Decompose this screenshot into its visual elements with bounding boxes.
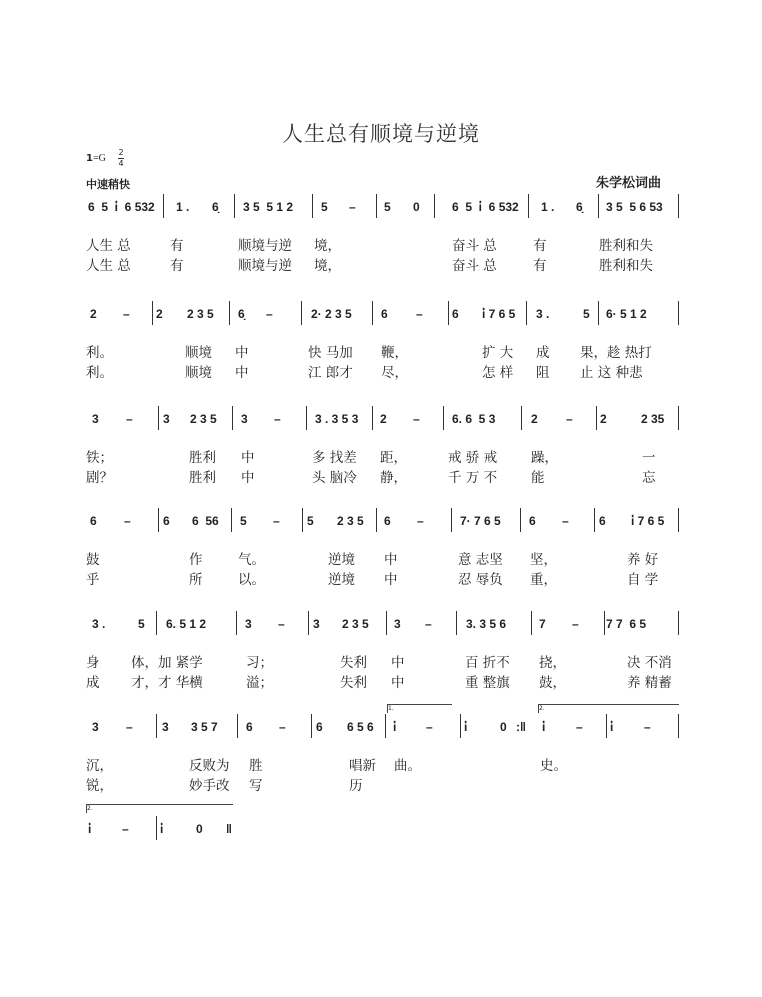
lyric-syllable: 有 <box>533 258 547 274</box>
key-number: 1 <box>86 153 93 164</box>
notes-row <box>86 820 680 840</box>
lyrics-verse-2 <box>86 568 680 586</box>
note-group: 3 5 5 1 2 <box>243 200 294 214</box>
lyric-syllable: 乎 <box>86 572 100 588</box>
barline <box>678 611 679 635</box>
lyric-syllable: 体，加 紧学 <box>131 655 203 671</box>
lyric-syllable: 妙手改 <box>189 778 230 794</box>
lyric-syllable: 胜利 <box>189 470 216 486</box>
lyric-syllable: 铁； <box>86 450 113 466</box>
barline <box>678 194 679 218</box>
lyric-syllable: 鼓， <box>539 675 566 691</box>
note-group: 5 <box>138 617 145 631</box>
lyric-syllable: 史。 <box>540 758 567 774</box>
barline <box>598 301 599 325</box>
lyric-syllable: 顺境与逆 <box>238 238 292 254</box>
note-group: 3. 3 5 6 <box>466 617 507 631</box>
lyric-syllable: 戒 骄 戒 <box>448 450 498 466</box>
note-group: 3 . 3 5 3 <box>315 412 359 426</box>
lyric-syllable: 中 <box>391 655 405 671</box>
note-group: 6 5 i̇ 6 532 <box>88 200 155 214</box>
barline <box>521 406 522 430</box>
note-group: 5 <box>307 514 314 528</box>
lyric-syllable: 历 <box>349 778 363 794</box>
lyrics-verse-1 <box>86 234 680 252</box>
lyrics-verse-1 <box>86 651 680 669</box>
lyric-syllable: 止 这 种悲 <box>580 365 643 381</box>
barline <box>234 194 235 218</box>
lyric-syllable: 养 好 <box>627 552 659 568</box>
barline <box>372 301 373 325</box>
lyric-syllable: 快 马加 <box>308 345 353 361</box>
note-group: 3 <box>241 412 248 426</box>
lyric-syllable: 利。 <box>86 345 113 361</box>
note-group: 5 <box>321 200 328 214</box>
lyric-syllable: 躁， <box>531 450 558 466</box>
lyric-syllable: 扩 大 <box>482 345 514 361</box>
note-group: – <box>576 720 583 734</box>
lyric-syllable: 忍 辱负 <box>458 572 503 588</box>
note-group: 2 <box>380 412 387 426</box>
lyric-syllable: 能 <box>531 470 545 486</box>
note-group: 3 <box>92 412 99 426</box>
barline <box>385 714 386 738</box>
lyric-syllable: 人生 总 <box>86 258 131 274</box>
lyric-syllable: 失利 <box>340 655 367 671</box>
note-group: i̇ 7 6 5 <box>631 514 665 528</box>
note-group: 6 56 <box>192 514 219 528</box>
lyric-syllable: 多 找差 <box>312 450 357 466</box>
lyric-syllable: 胜利和失 <box>599 258 653 274</box>
note-group: – <box>126 412 133 426</box>
note-group: 2 3 5 <box>187 307 214 321</box>
lyric-syllable: 头 脑冷 <box>312 470 357 486</box>
lyric-syllable: 重 整旗 <box>465 675 510 691</box>
barline <box>237 714 238 738</box>
key-signature <box>86 153 106 164</box>
note-group: – <box>413 412 420 426</box>
lyrics-verse-2 <box>86 774 680 792</box>
lyric-syllable: 挠， <box>539 655 566 671</box>
note-group: – <box>566 412 573 426</box>
lyric-syllable: 重， <box>530 572 557 588</box>
lyric-syllable: 中 <box>391 675 405 691</box>
barline <box>163 194 164 218</box>
lyric-syllable: 坚， <box>530 552 557 568</box>
note-group: 6. 6 5 3 <box>452 412 496 426</box>
note-group: 7· 7 6 5 <box>460 514 501 528</box>
barline <box>308 611 309 635</box>
note-group: 0 <box>413 200 420 214</box>
note-group: – <box>349 200 356 214</box>
lyrics-verse-1 <box>86 446 680 464</box>
lyric-syllable: 奋斗 总 <box>452 258 497 274</box>
note-group: 3 <box>162 720 169 734</box>
lyric-syllable: 境， <box>314 258 341 274</box>
barline <box>372 406 373 430</box>
barline <box>598 194 599 218</box>
lyric-syllable: 锐， <box>86 778 113 794</box>
lyric-syllable: 中 <box>235 345 249 361</box>
barline <box>678 301 679 325</box>
notes-row <box>86 615 680 635</box>
notes-row <box>86 198 680 218</box>
lyric-syllable: 养 精蓄 <box>627 675 672 691</box>
note-group: 6 <box>316 720 323 734</box>
note-group: 5 <box>240 514 247 528</box>
note-group: 3 5 5 6 53 <box>606 200 663 214</box>
meter-bottom: 4 <box>118 159 124 168</box>
note-group: – <box>274 412 281 426</box>
lyric-syllable: 胜利 <box>189 450 216 466</box>
barline <box>531 611 532 635</box>
barline <box>528 194 529 218</box>
barline <box>386 611 387 635</box>
note-group: 2 <box>156 307 163 321</box>
note-group: 5 <box>583 307 590 321</box>
time-signature <box>117 148 125 169</box>
barline <box>596 406 597 430</box>
lyric-syllable: 忘 <box>642 470 656 486</box>
note-group: – <box>417 514 424 528</box>
note-group: 2 <box>600 412 607 426</box>
lyric-syllable: 顺境与逆 <box>238 258 292 274</box>
barline <box>604 611 605 635</box>
note-group: :‖ <box>516 720 526 734</box>
lyric-syllable: 尽， <box>381 365 408 381</box>
note-group: 3 <box>313 617 320 631</box>
note-group: 2 3 5 <box>337 514 364 528</box>
lyric-syllable: 逆境 <box>328 552 355 568</box>
note-group: 0 <box>500 720 507 734</box>
lyric-syllable: 距， <box>380 450 407 466</box>
barline <box>306 406 307 430</box>
lyric-syllable: 利。 <box>86 365 113 381</box>
lyric-syllable: 境， <box>314 238 341 254</box>
lyric-syllable: 失利 <box>340 675 367 691</box>
lyric-syllable: 果，趁 热打 <box>580 345 652 361</box>
barline <box>448 301 449 325</box>
barline <box>451 508 452 532</box>
note-group: – <box>562 514 569 528</box>
note-group: – <box>273 514 280 528</box>
note-group: 7 <box>539 617 546 631</box>
note-group: 3 . <box>536 307 550 321</box>
lyrics-verse-1 <box>86 548 680 566</box>
note-group: – <box>266 307 273 321</box>
barline <box>232 406 233 430</box>
barline <box>460 714 461 738</box>
note-group: 7 7 6 5 <box>606 617 647 631</box>
barline <box>678 508 679 532</box>
meter-top: 2 <box>118 148 124 157</box>
note-group: 1 . <box>541 200 555 214</box>
note-group: – <box>123 307 130 321</box>
lyric-syllable: 江 郎才 <box>308 365 353 381</box>
tempo-marking: 中速稍快 <box>86 178 130 191</box>
lyrics-verse-1 <box>86 341 680 359</box>
barline <box>152 301 153 325</box>
lyric-syllable: 千 万 不 <box>448 470 498 486</box>
note-group: 6 5 i̇ 6 532 <box>452 200 519 214</box>
note-group: 3 <box>163 412 170 426</box>
barline <box>678 406 679 430</box>
note-group: 3 5 7 <box>191 720 218 734</box>
lyric-syllable: 中 <box>384 572 398 588</box>
key-letter: =G <box>92 153 106 164</box>
lyric-syllable: 习； <box>246 655 273 671</box>
barline <box>231 508 232 532</box>
lyric-syllable: 中 <box>384 552 398 568</box>
lyric-syllable: 沉， <box>86 758 113 774</box>
lyric-syllable: 以。 <box>238 572 265 588</box>
note-group: – <box>644 720 651 734</box>
lyric-syllable: 剧？ <box>86 470 113 486</box>
note-group: 6 5 6 <box>347 720 374 734</box>
barline <box>301 301 302 325</box>
barline <box>229 301 230 325</box>
lyric-syllable: 顺境 <box>185 365 212 381</box>
lyric-syllable: 反败为 <box>189 758 230 774</box>
note-group: i̇ <box>542 720 546 734</box>
note-group: i̇ <box>610 720 614 734</box>
lyric-syllable: 溢； <box>246 675 273 691</box>
lyrics-verse-1 <box>86 754 680 772</box>
note-group: 3 <box>92 720 99 734</box>
lyrics-verse-2 <box>86 671 680 689</box>
lyric-syllable: 顺境 <box>185 345 212 361</box>
final-ending-bracket: 2. <box>86 804 233 813</box>
note-group: 3 <box>245 617 252 631</box>
barline <box>456 611 457 635</box>
note-group: 6̣ <box>238 307 245 321</box>
barline <box>156 714 157 738</box>
barline <box>156 816 157 840</box>
lyric-syllable: 决 不消 <box>627 655 672 671</box>
note-group: 2 <box>531 412 538 426</box>
lyric-syllable: 才，才 华横 <box>131 675 203 691</box>
barline <box>158 508 159 532</box>
note-group: 2 3 5 <box>342 617 369 631</box>
lyrics-verse-2 <box>86 361 680 379</box>
note-group: – <box>278 617 285 631</box>
lyric-syllable: 阻 <box>536 365 550 381</box>
note-group: 6 <box>384 514 391 528</box>
note-group: 2 3 5 <box>190 412 217 426</box>
lyric-syllable: 胜利和失 <box>599 238 653 254</box>
lyric-syllable: 有 <box>533 238 547 254</box>
lyric-syllable: 中 <box>241 470 255 486</box>
note-group: 6· 5 1 2 <box>606 307 647 321</box>
lyric-syllable: 作 <box>189 552 203 568</box>
barline <box>678 714 679 738</box>
note-group: 0 <box>196 822 203 836</box>
composer-credit: 朱学松词曲 <box>596 176 662 191</box>
lyric-syllable: 所 <box>189 572 203 588</box>
note-group: i̇ <box>160 822 164 836</box>
lyrics-verse-2 <box>86 466 680 484</box>
note-group: 6. 5 1 2 <box>166 617 207 631</box>
notes-row <box>86 512 680 532</box>
lyric-syllable: 静， <box>380 470 407 486</box>
lyric-syllable: 气。 <box>238 552 265 568</box>
barline <box>376 508 377 532</box>
lyric-syllable: 胜 <box>249 758 263 774</box>
lyric-syllable: 意 志坚 <box>458 552 503 568</box>
barline <box>594 508 595 532</box>
note-group: 6 <box>452 307 459 321</box>
barline <box>311 714 312 738</box>
note-group: 2 35 <box>641 412 665 426</box>
note-group: 3 <box>394 617 401 631</box>
barline <box>526 301 527 325</box>
note-group: 3 . <box>92 617 106 631</box>
lyric-syllable: 鼓 <box>86 552 100 568</box>
lyric-syllable: 鞭， <box>381 345 408 361</box>
note-group: 6 <box>90 514 97 528</box>
lyric-syllable: 中 <box>235 365 249 381</box>
first-ending-bracket: 1. <box>387 704 452 713</box>
lyric-syllable: 一 <box>642 450 656 466</box>
lyric-syllable: 奋斗 总 <box>452 238 497 254</box>
song-title: 人生总有顺境与逆境 <box>282 122 480 146</box>
note-group: ‖ <box>226 822 232 836</box>
lyric-syllable: 有 <box>170 258 184 274</box>
note-group: – <box>126 720 133 734</box>
lyric-syllable: 唱新 <box>349 758 376 774</box>
note-group: – <box>124 514 131 528</box>
note-group: i̇ <box>88 822 92 836</box>
note-group: i̇ <box>393 720 397 734</box>
barline <box>443 406 444 430</box>
lyric-syllable: 写 <box>249 778 263 794</box>
lyric-syllable: 成 <box>86 675 100 691</box>
lyric-syllable: 身 <box>86 655 100 671</box>
notes-row <box>86 410 680 430</box>
note-group: 6̣ <box>576 200 583 214</box>
lyric-syllable: 成 <box>536 345 550 361</box>
lyric-syllable: 百 折不 <box>465 655 510 671</box>
note-group: 6 <box>381 307 388 321</box>
note-group: – <box>122 822 129 836</box>
lyrics-verse-2 <box>86 254 680 272</box>
barline <box>302 508 303 532</box>
barline <box>434 194 435 218</box>
lyric-syllable: 曲。 <box>394 758 421 774</box>
lyric-syllable: 人生 总 <box>86 238 131 254</box>
lyric-syllable: 自 学 <box>627 572 659 588</box>
note-group: 6̣ <box>212 200 219 214</box>
lyric-syllable: 逆境 <box>328 572 355 588</box>
note-group: – <box>416 307 423 321</box>
barline <box>158 406 159 430</box>
note-group: 5 <box>384 200 391 214</box>
note-group: i̇ <box>464 720 468 734</box>
note-group: 2 <box>90 307 97 321</box>
note-group: 6 <box>599 514 606 528</box>
note-group: 1 . <box>176 200 190 214</box>
note-group: – <box>572 617 579 631</box>
note-group: – <box>426 720 433 734</box>
barline <box>236 611 237 635</box>
second-ending-bracket: 2. <box>538 704 679 713</box>
note-group: 2· 2 3 5 <box>311 307 352 321</box>
note-group: i̇ 7 6 5 <box>482 307 516 321</box>
notes-row <box>86 718 680 738</box>
notes-row <box>86 305 680 325</box>
note-group: 6 <box>246 720 253 734</box>
note-group: 6 <box>163 514 170 528</box>
note-group: – <box>279 720 286 734</box>
barline <box>312 194 313 218</box>
barline <box>376 194 377 218</box>
barline <box>520 508 521 532</box>
note-group: – <box>425 617 432 631</box>
barline <box>156 611 157 635</box>
barline <box>606 714 607 738</box>
lyric-syllable: 怎 样 <box>482 365 514 381</box>
note-group: 6 <box>529 514 536 528</box>
lyric-syllable: 中 <box>241 450 255 466</box>
lyric-syllable: 有 <box>170 238 184 254</box>
